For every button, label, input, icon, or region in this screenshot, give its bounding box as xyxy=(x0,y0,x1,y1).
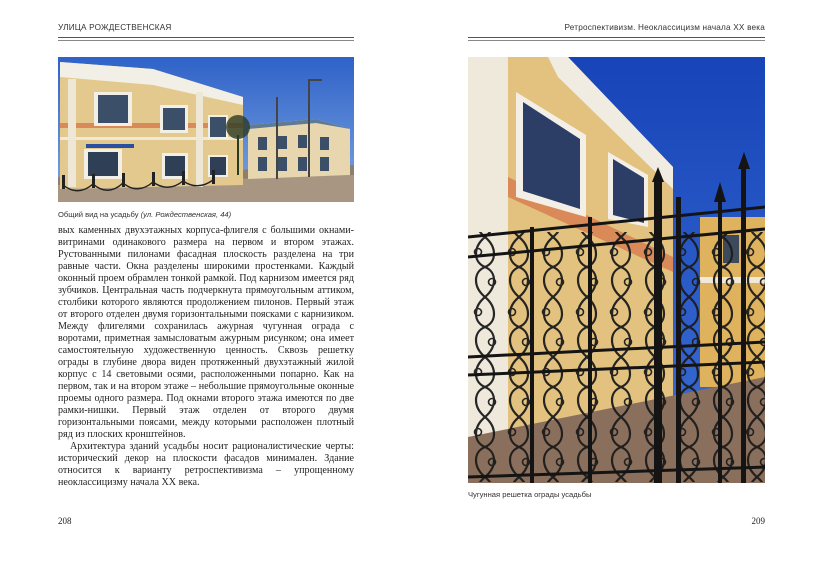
facade-photo-caption xyxy=(58,210,231,219)
header-rule-right xyxy=(468,37,765,41)
cast-iron-fence-photo xyxy=(468,57,765,483)
caption-address: (ул. Рождественская, 44) xyxy=(140,210,232,219)
right-page xyxy=(411,0,822,567)
paragraph-2: Архитектура зданий усадьбы носит рационалистические черты: исторический декор на плоскости фасадов минимален. Здание относится к варианту ретроспективизма – упрощенному неоклассицизму начала XX века. xyxy=(58,441,354,488)
page-number-left: 208 xyxy=(58,516,72,526)
header-rule-left xyxy=(58,37,354,41)
page-number-right: 209 xyxy=(751,516,765,526)
estate-facade-photo xyxy=(58,57,354,202)
running-head-right: Ретроспективизм. Неоклассицизм начала XX века xyxy=(564,23,765,32)
caption-main-text: Общий вид на усадьбу xyxy=(58,210,141,219)
fence-photo-caption: Чугунная решетка ограды усадьбы xyxy=(468,490,592,499)
paragraph-1: вых каменных двухэтажных корпуса-флигеля с большими окнами-витринами одинакового размера на первом и втором этажах. Рустованными пилонами фасадная плоскость разделена на три равные части. Окна разделены широкими простенками. Каждый оконный проем обрамлен тонкой рамкой. Под карнизом имеется ряд зубчиков. Центральная часть подчеркнута прямоугольным аттиком, столбики которого являются продолжением пилонов. Первый этаж от второго отделен двумя горизонтальными поясками с карнизиком. Между флигелями сохранилась ажурная чугунная ограда с воротами, приметная замысловатым ажурным рисунком; она имеет самостоятельную художественную ценность. Сквозь решетку ограды в глубине двора виден протяженный двухэтажный жилой корпус с 14 световыми осями, расположенными попарно. Как на первом, так и на втором этаже – небольшие прямоугольные оконные проемы одного размера. Под окнами второго этажа имеются по две рамки-нишки. Первый этаж отделен от второго двумя горизонтальными поясами, между которыми расположен плотный ряд из плоских кронштейнов. xyxy=(58,225,354,440)
body-text xyxy=(58,225,354,489)
running-head-left: УЛИЦА РОЖДЕСТВЕНСКАЯ xyxy=(58,23,172,32)
